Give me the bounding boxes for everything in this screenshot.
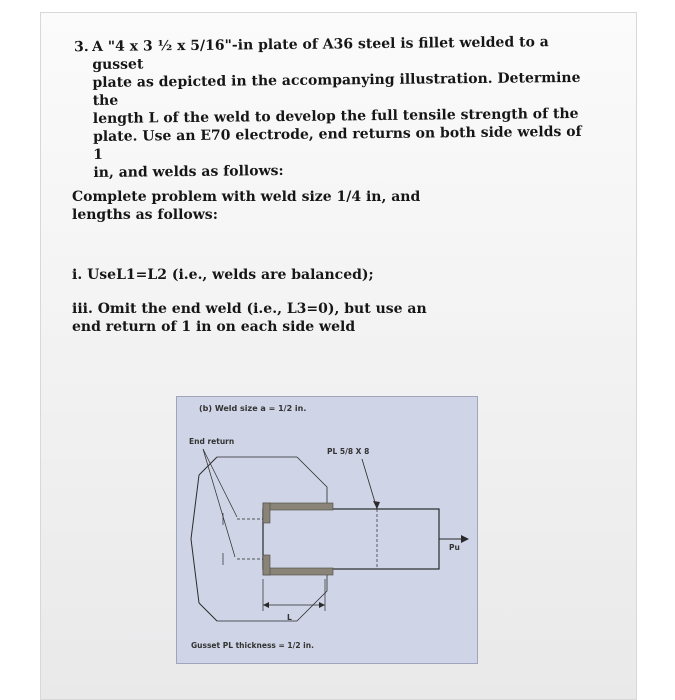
weld-diagram [177, 397, 477, 663]
weld-bottom [263, 568, 333, 575]
leader-arrowhead [373, 501, 380, 509]
problem-line: plate as depicted in the accompanying illustration. Determine the [92, 69, 581, 109]
problem-line: A "4 x 3 ½ x 5/16"-in plate of A36 steel is fillet welded to a gusset [92, 34, 549, 73]
dim-arrow-right [319, 602, 325, 608]
load-label: Pu [449, 543, 460, 552]
gusset-taper [297, 457, 327, 507]
gusset-label: Gusset PL thickness = 1/2 in. [191, 641, 314, 650]
dim-arrow-left [263, 602, 269, 608]
case-item-3-line: iii. Omit the end weld (i.e., L3=0), but use an [72, 301, 427, 317]
end-return-bottom [263, 555, 270, 575]
case-item-3-line: end return of 1 in on each side weld [72, 319, 356, 335]
task-line: lengths as follows: [72, 207, 218, 223]
weld-figure [176, 396, 478, 664]
gusset-outline [191, 475, 199, 603]
case-item-3 [72, 300, 452, 336]
problem-statement [74, 33, 593, 182]
length-label: L [287, 613, 292, 622]
tension-plate [263, 509, 439, 569]
problem-number: 3. [74, 39, 89, 56]
end-return-top [263, 503, 270, 523]
task-line: Complete problem with weld size 1/4 in, and [72, 189, 421, 205]
problem-line: plate. Use an E70 electrode, end returns on both side welds of 1 [92, 123, 582, 163]
plate-label: PL 5/8 X 8 [327, 447, 370, 456]
end-return-label: End return [189, 437, 235, 446]
case-item-1: i. UseL1=L2 (i.e., welds are balanced); [72, 267, 374, 283]
weld-top [263, 503, 333, 510]
problem-line: length L of the weld to develop the full tensile strength of the [92, 105, 579, 127]
figure-caption: (b) Weld size a = 1/2 in. [199, 404, 307, 413]
gusset-edge-bottom [199, 603, 217, 621]
problem-line: in, and welds as follows: [93, 163, 284, 181]
gusset-taper-bottom [297, 571, 327, 621]
task-instructions [72, 188, 432, 224]
load-arrow-head [461, 535, 469, 543]
